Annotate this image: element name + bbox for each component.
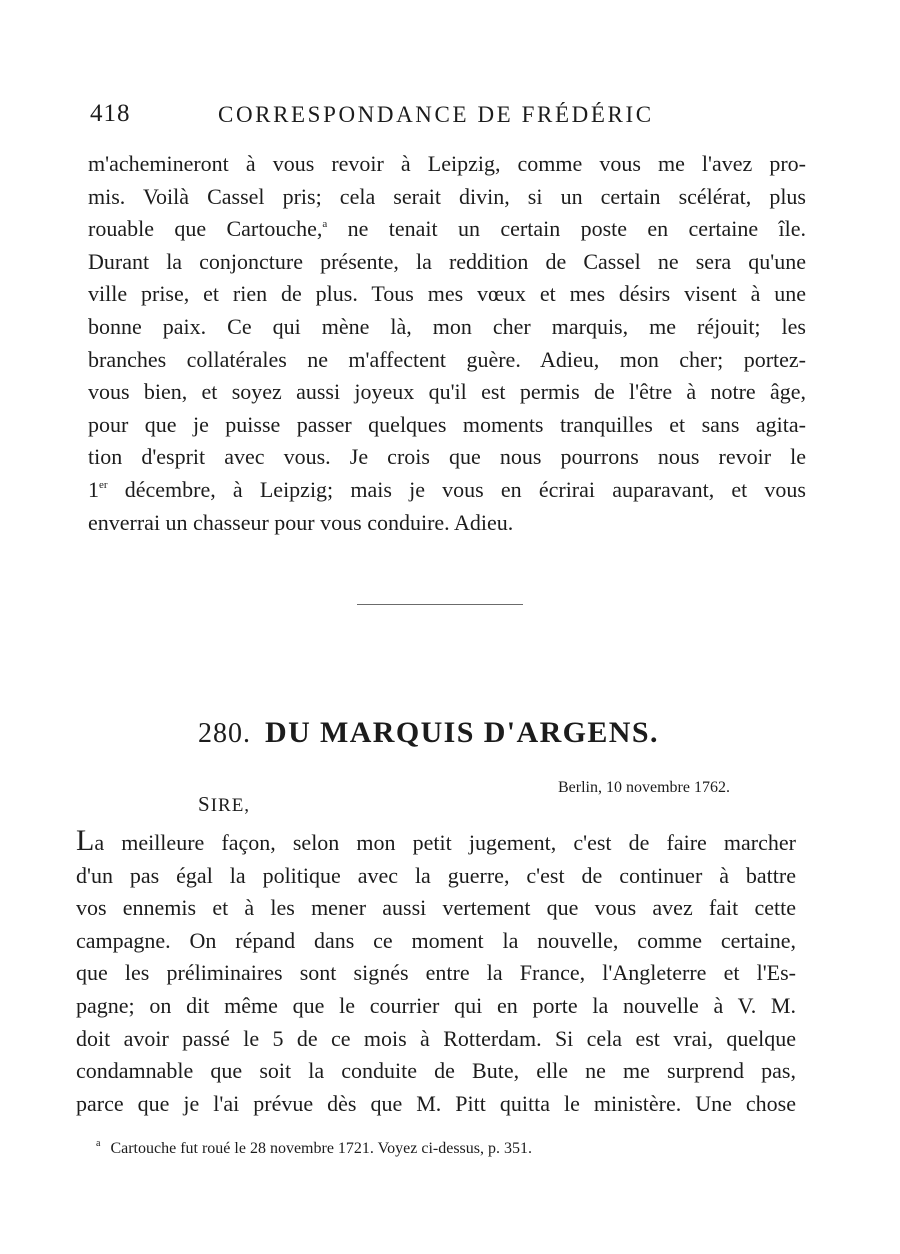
text-line: ville prise, et rien de plus. Tous mes vœux et mes désirs visent à une: [88, 281, 806, 307]
text-line: vous bien, et soyez aussi joyeux qu'il est permis de l'être à notre âge,: [88, 379, 806, 405]
ordinal-suffix: er: [99, 478, 108, 491]
text-segment: décembre, à Leipzig; mais je vous en écrirai auparavant, et vous: [124, 476, 806, 502]
text-line: condamnable que soit la conduite de Bute, elle ne me surprend pas,: [76, 1058, 796, 1084]
text-line: enverrai un chasseur pour vous conduire. Adieu.: [88, 509, 514, 535]
text-segment: a meilleure façon, selon mon petit jugement, c'est de faire marcher: [94, 830, 796, 855]
text-segment: rouable que Cartouche,: [88, 216, 323, 242]
ordinal-number: 1: [88, 476, 99, 502]
footnote-marker: a: [96, 1138, 101, 1149]
footnote-reference: a: [322, 218, 328, 231]
letter-heading: [198, 716, 718, 750]
salutation-initial: S: [198, 792, 211, 816]
text-line: Durant la conjoncture présente, la reddition de Cassel ne sera qu'une: [88, 248, 806, 274]
text-line: mis. Voilà Cassel pris; cela serait divin, si un certain scélérat, plus: [88, 183, 806, 209]
text-line: branches collatérales ne m'affectent guère. Adieu, mon cher; portez-: [88, 346, 806, 372]
text-line: parce que je l'ai prévue dès que M. Pitt quitta le ministère. Une chose: [76, 1090, 796, 1116]
letter-continuation-paragraph: [88, 148, 806, 539]
letter-number: 280.: [198, 718, 251, 749]
text-line: pour que je puisse passer quelques moments tranquilles et sans agita-: [88, 411, 806, 437]
text-line: d'un pas égal la politique avec la guerre, c'est de continuer à battre: [76, 862, 796, 888]
footnote: [96, 1138, 532, 1158]
drop-cap: L: [76, 824, 95, 857]
text-segment: ne tenait un certain poste en certaine île.: [347, 216, 807, 242]
text-line: pagne; on dit même que le courrier qui en porte la nouvelle à V. M.: [76, 992, 796, 1018]
running-title: CORRESPONDANCE DE FRÉDÉRIC: [218, 102, 654, 127]
letter-body-paragraph: [76, 824, 796, 1120]
text-line: vos ennemis et à les mener aussi vertement que vous avez fait cette: [76, 895, 796, 921]
text-line: [88, 213, 806, 246]
text-line: bonne paix. Ce qui mène là, mon cher marquis, me réjouit; les: [88, 313, 806, 339]
letter-title: DU MARQUIS D'ARGENS.: [265, 716, 659, 749]
text-line: que les préliminaires sont signés entre la France, l'Angleterre et l'Es-: [76, 960, 796, 986]
text-line: [88, 474, 806, 507]
salutation-rest: IRE,: [210, 795, 251, 816]
text-line: tion d'esprit avec vous. Je crois que nous pourrons nous revoir le: [88, 444, 806, 470]
salutation: [198, 792, 250, 817]
dateline: Berlin, 10 novembre 1762.: [558, 779, 730, 796]
section-divider: [357, 604, 523, 605]
page-number: 418: [90, 100, 131, 127]
page-header: [90, 100, 810, 136]
text-line: campagne. On répand dans ce moment la nouvelle, comme certaine,: [76, 927, 796, 953]
text-line: doit avoir passé le 5 de ce mois à Rotterdam. Si cela est vrai, quelque: [76, 1025, 796, 1051]
footnote-text: Cartouche fut roué le 28 novembre 1721. Voyez ci-dessus, p. 351.: [110, 1140, 532, 1157]
text-line: [76, 824, 796, 860]
text-line: m'achemineront à vous revoir à Leipzig, comme vous me l'avez pro-: [88, 151, 806, 176]
